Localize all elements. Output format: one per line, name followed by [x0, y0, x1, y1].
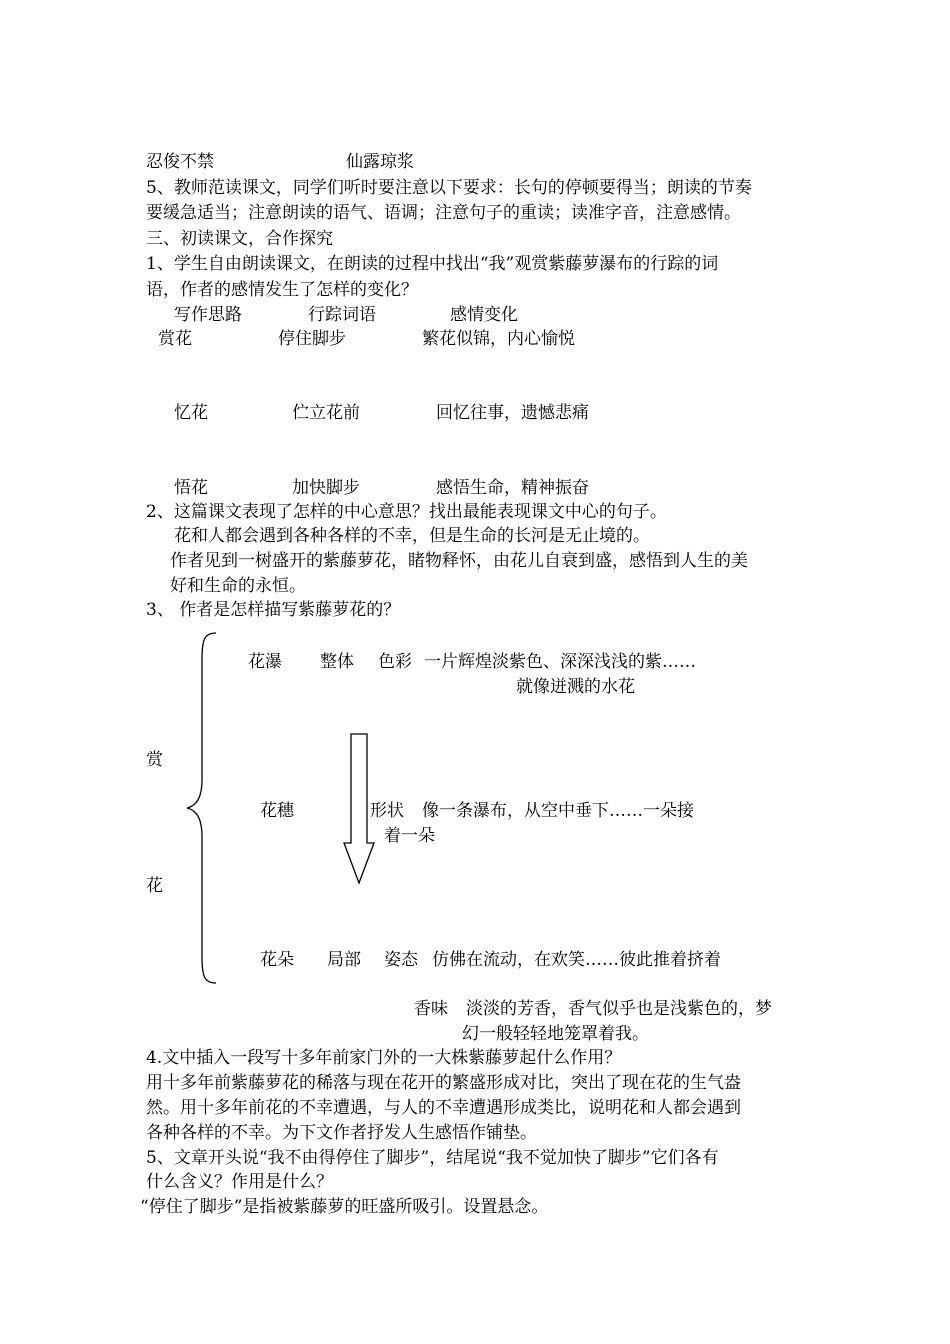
section-heading: 三、初读课文，合作探究: [146, 229, 333, 249]
row-name: 花朵: [260, 950, 294, 970]
row-aspect: 整体: [320, 652, 354, 672]
row-aspect: 香味: [414, 999, 448, 1019]
row-aspect: 局部: [327, 950, 361, 970]
table-cell: 回忆往事，遗憾悲痛: [436, 403, 589, 423]
row-detail: 一片辉煌淡紫色、深深浅浅的紫……: [424, 652, 696, 672]
table-cell: 停住脚步: [278, 329, 346, 349]
row-detail: 仿佛在流动，在欢笑……彼此推着挤着: [432, 950, 721, 970]
table-cell: 繁花似锦，内心愉悦: [422, 329, 575, 349]
answer-line: 各种各样的不幸。为下文作者抒发人生感悟作铺垫。: [146, 1123, 537, 1143]
row-aspect: 形状: [370, 801, 404, 821]
row-detail: 着一朵: [384, 826, 435, 846]
table-header: 感情变化: [450, 305, 518, 325]
row-detail: 幻一般轻轻地笼罩着我。: [462, 1024, 649, 1044]
row-name: 花穗: [260, 801, 294, 821]
table-cell: 悟花: [174, 478, 208, 498]
row-aspect: 姿态: [384, 950, 418, 970]
answer-line: 好和生命的永恒。: [170, 576, 306, 596]
question-2: 2、这篇课文表现了怎样的中心意思？找出最能表现课文中心的句子。: [146, 502, 667, 522]
answer-line: 作者见到一树盛开的紫藤萝花，睹物释怀，由花儿自衰到盛，感悟到人生的美: [170, 551, 748, 571]
question-5: 什么含义？作用是什么？: [146, 1172, 333, 1192]
question-1-line: 1、学生自由朗读课文，在朗读的过程中找出“我”观赏紫藤萝瀑布的行踪的词: [146, 254, 719, 274]
table-header: 写作思路: [174, 305, 242, 325]
question-1-line: 语，作者的感情发生了怎样的变化？: [146, 280, 418, 300]
table-cell: 赏花: [158, 329, 192, 349]
answer-line: 然。用十多年前花的不幸遭遇，与人的不幸遭遇形成类比，说明花和人都会遇到: [146, 1098, 741, 1118]
table-cell: 忆花: [174, 403, 208, 423]
table-cell: 感悟生命，精神振奋: [436, 478, 589, 498]
vocab-word-2: 仙露琼浆: [346, 152, 414, 172]
side-label: 花: [146, 876, 163, 896]
answer-line: 用十多年前紫藤萝花的稀落与现在花开的繁盛形成对比，突出了现在花的生气盎: [146, 1073, 741, 1093]
answer-line: “停住了脚步”是指被紫藤萝的旺盛所吸引。设置悬念。: [140, 1197, 549, 1217]
paragraph-line: 5、教师范读课文，同学们听时要注意以下要求：长句的停顿要得当；朗读的节奏: [146, 178, 752, 198]
table-cell: 加快脚步: [292, 478, 360, 498]
left-brace-icon: [184, 630, 220, 986]
row-aspect: 色彩: [378, 652, 412, 672]
row-detail: 像一条瀑布，从空中垂下……一朵接: [422, 801, 694, 821]
row-detail: 就像迸溅的水花: [516, 677, 635, 697]
table-header: 行踪词语: [308, 305, 376, 325]
row-detail: 淡淡的芳香，香气似乎也是浅紫色的，梦: [466, 999, 772, 1019]
question-5: 5、文章开头说“我不由得停住了脚步”，结尾说“我不觉加快了脚步”它们各有: [146, 1148, 719, 1168]
side-label: 赏: [146, 750, 163, 770]
question-3: 3、 作者是怎样描写紫藤萝花的？: [146, 600, 401, 620]
row-name: 花瀑: [248, 652, 282, 672]
vocab-word-1: 忍俊不禁: [146, 152, 214, 172]
paragraph-line: 要缓急适当；注意朗读的语气、语调；注意句子的重读；读准字音，注意感情。: [146, 203, 741, 223]
answer-line: 花和人都会遇到各种各样的不幸，但是生命的长河是无止境的。: [174, 526, 650, 546]
table-cell: 伫立花前: [292, 403, 360, 423]
question-4: 4.文中插入一段写十多年前家门外的一大株紫藤萝起什么作用？: [146, 1048, 622, 1068]
